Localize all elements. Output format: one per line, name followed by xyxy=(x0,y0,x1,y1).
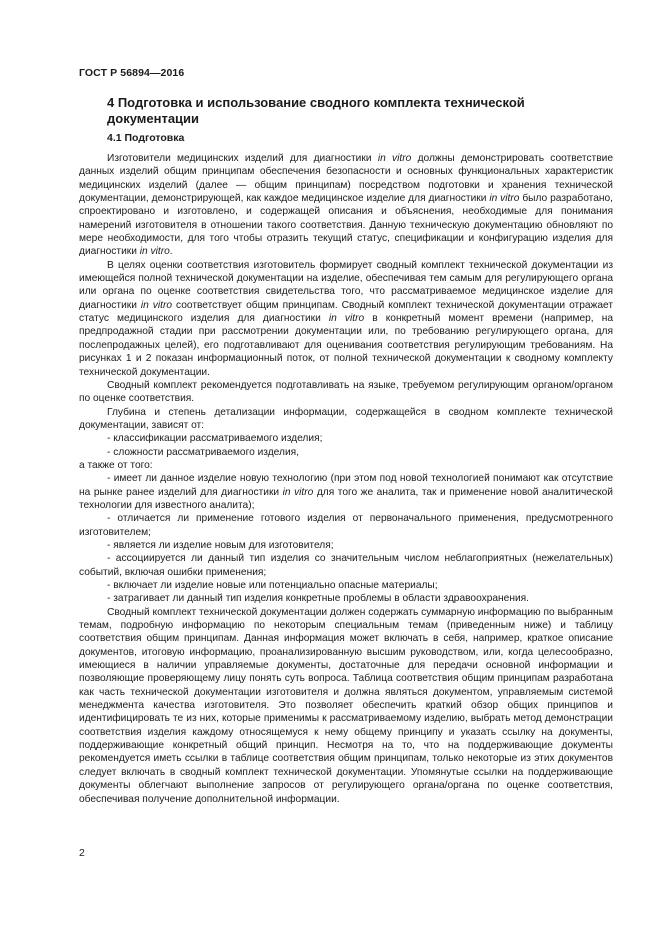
list-item: - включает ли изделие новые или потенциально опасные материалы; xyxy=(107,580,438,591)
paragraph-4: Глубина и степень детализации информации, содержащейся в сводном комплекте технической документации, зависят от: xyxy=(79,406,613,431)
list-item: - ассоциируется ли данный тип изделия со значительным числом неблагоприятных (нежелательных) событий, включая ошибки применения; xyxy=(79,553,613,578)
paragraph-1: Изготовители медицинских изделий для диагностики in vitro должны демонстрировать соответствие данных изделий общим принципам обеспечения безопасности и основных функциональных характеристик медицинских изделий (далее — общим принципам) посредством подготовки и хранения технической документации, демонстрирующей, как каждое медицинское изделие для диагностики in vitro было разработано, спроектировано и изготовлено, и содержащей описания и объяснения, необходимые для понимания намерений изготовителя в отношении такого соответствия. Данную техническую документацию обновляют по мере необходимости, для того чтобы отразить текущий статус, спецификации и конфигурацию изделия для диагностики in vitro. xyxy=(79,153,613,258)
section-title: 4 Подготовка и использование сводного комплекта технической документации xyxy=(107,95,525,126)
list-item: - сложности рассматриваемого изделия, xyxy=(107,446,299,458)
paragraph-2: В целях оценки соответствия изготовитель формирует сводный комплект технической документации из имеющейся полной технической документации на изделие, обеспечивая тем самым для регулирующего органа или органа по оценке соответствия свидетельства того, что рассматриваемое медицинское изделие для диагностики in vitro соответствует общим принципам. Сводный комплект технической документации отражает статус медицинского изделия для диагностики in vitro в конкретный момент времени (например, на предпродажной стадии при рассмотрении документации или, по требованию регулирующего органа, для послепродажных целей), его подготавливают для оценивания соответствия регулирующим требованиям. На рисунках 1 и 2 показан информационный поток, от полной технической документации к сводному комплекту технической документации. xyxy=(79,259,613,378)
list-intro: а также от того: xyxy=(79,459,153,471)
document-header: ГОСТ Р 56894—2016 xyxy=(79,67,185,79)
paragraph-3: Сводный комплект рекомендуется подготавливать на языке, требуемом регулирующим органом/органом по оценке соответствия. xyxy=(79,379,613,405)
subsection-title: 4.1 Подготовка xyxy=(107,132,185,144)
paragraph-5: Сводный комплект технической документации должен содержать суммарную информацию по выбранным темам, подробную информацию по некоторым специальным темам (приведенным ниже) и таблицу соответствия общим принципам. Данная информация может включать в себя, например, краткое описание документов, итоговую информацию, проанализированную высшим руководством, или, когда целесообразно, имеющиеся в наличии управляемые документы, достаточные для передачи основной информации и позволяющие проверяющему лицу понять суть вопроса. Таблица соответствия общим принципам разработана как часть технической документации изготовителя и должна являться документом, управляемым системой менеджмента качества изготовителя. Это позволяет обеспечить краткий обзор общих принципов и идентифицировать те из них, которые применимы к рассматриваемому изделию, выбрать метод демонстрации соответствия изделия каждому относящемуся к нему общему принципу и указать ссылку на документы, поддерживающие конкретный общий принцип. Несмотря на то, что на поддерживающие документы рекомендуется иметь ссылки в таблице соответствия общим принципам, только некоторые из этих документов следует включать в сводный комплект технической документации. Упомянутые ссылки на поддерживающие документы облегчают выполнение запросов от регулирующего органа/органа по оценке соответствия, обеспечивая получение дополнительной информации. xyxy=(79,606,613,805)
list-item: - отличается ли применение готового изделия от первоначального применения, предусмотренного изготовителем; xyxy=(79,513,613,538)
list-item: - затрагивает ли данный тип изделия конкретные проблемы в области здравоохранения. xyxy=(107,593,530,605)
list-item: - является ли изделие новым для изготовителя; xyxy=(107,539,334,551)
list-item: - классификации рассматриваемого изделия; xyxy=(107,433,323,445)
page-number: 2 xyxy=(79,847,85,859)
list-item: - имеет ли данное изделие новую технологию (при этом под новой технологией понимают как отсутствие на рынке ранее изделий для диагностики in vitro для того же аналита, так и применение новой аналитической технологии для известного аналита); xyxy=(79,473,613,511)
body-text xyxy=(79,152,613,806)
